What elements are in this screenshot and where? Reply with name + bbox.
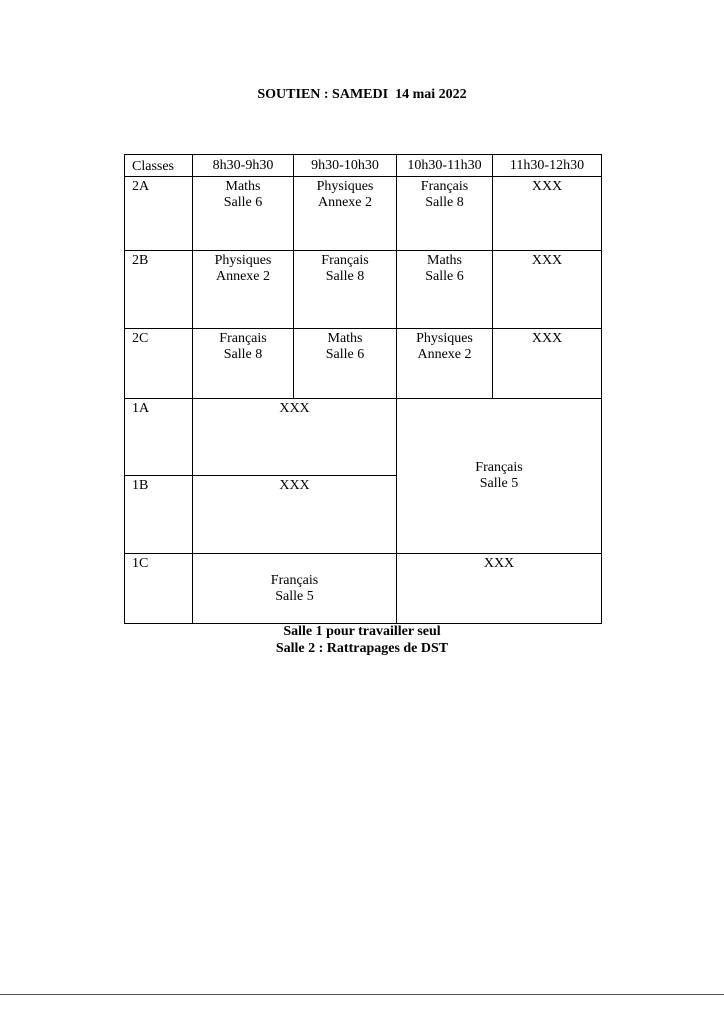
table-row-1A (125, 399, 602, 476)
empty-session-cell: XXX (493, 177, 602, 251)
empty-session-cell: XXX (493, 329, 602, 399)
subject: Français (270, 572, 319, 588)
subject: Français (219, 331, 267, 346)
subject: Physiques (316, 179, 374, 194)
session-cell (294, 177, 397, 251)
room: Salle 8 (223, 347, 263, 362)
room: Salle 8 (425, 195, 464, 210)
subject: Français (321, 253, 369, 268)
class-label: 1B (125, 476, 193, 554)
room: Annexe 2 (417, 347, 472, 362)
schedule-table (124, 154, 602, 624)
page-bottom-rule (0, 994, 724, 995)
class-label: 1A (125, 399, 193, 476)
empty-session-cell: XXX (493, 251, 602, 329)
table-row-1C (125, 554, 602, 624)
header-slot-3: 10h30-11h30 (397, 155, 493, 177)
subject: Physiques (416, 331, 473, 346)
session-cell (397, 251, 493, 329)
room: Salle 5 (275, 588, 314, 604)
session-cell (397, 329, 493, 399)
class-label: 1C (125, 554, 193, 624)
note-salle-1: Salle 1 pour travailler seul (283, 624, 441, 639)
table-row-2B (125, 251, 602, 329)
subject: Maths (427, 253, 462, 268)
header-slot-1: 8h30-9h30 (193, 155, 294, 177)
empty-session-cell: XXX (397, 554, 602, 624)
session-cell (294, 251, 397, 329)
room: Salle 6 (325, 347, 365, 362)
session-cell (397, 177, 493, 251)
session-cell-merged (397, 399, 602, 554)
room: Annexe 2 (215, 269, 271, 284)
subject: Maths (225, 179, 261, 194)
header-classes: Classes (125, 155, 193, 177)
subject: Maths (327, 331, 363, 346)
subject: Français (475, 460, 523, 475)
class-label: 2A (125, 177, 193, 251)
table-row-2C (125, 329, 602, 399)
room: Salle 6 (425, 269, 464, 284)
session-cell (294, 329, 397, 399)
class-label: 2B (125, 251, 193, 329)
subject: Français (420, 179, 469, 194)
empty-session-cell: XXX (193, 399, 397, 476)
page-title: SOUTIEN : SAMEDI 14 mai 2022 (257, 87, 467, 102)
subject: Physiques (214, 253, 272, 268)
room: Salle 5 (479, 476, 519, 491)
session-cell (193, 251, 294, 329)
class-label: 2C (125, 329, 193, 399)
header-slot-4: 11h30-12h30 (493, 155, 602, 177)
room: Annexe 2 (317, 195, 373, 210)
session-cell (193, 554, 397, 624)
header-slot-2: 9h30-10h30 (294, 155, 397, 177)
room: Salle 8 (325, 269, 365, 284)
table-header-row (125, 155, 602, 177)
session-cell (193, 329, 294, 399)
note-salle-2: Salle 2 : Rattrapages de DST (275, 641, 449, 656)
empty-session-cell: XXX (193, 476, 397, 554)
session-cell (193, 177, 294, 251)
room: Salle 6 (223, 195, 263, 210)
table-row-2A (125, 177, 602, 251)
